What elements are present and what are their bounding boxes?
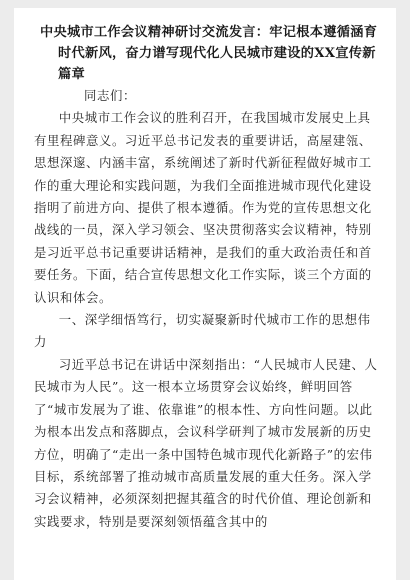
paragraph-section-1: 习近平总书记在讲话中深刻指出：“人民城市人民建、人民城市为人民”。这一根本立场贯穿会议始终，鲜明回答了“城市发展为了谁、依靠谁”的根本性、方向性问题。以此为根本出发点和落脚点，会议科学研判了城市发展新的历史方位，明确了“走出一条中国特色城市现代化新路子”的宏伟目标，系统部署了推动城市高质量发展的重大任务。深入学习会议精神，必须深刻把握其蕴含的时代价值、理论创新和实践要求，特别是要深刻领悟蕴含其中的 bbox=[34, 356, 378, 529]
paragraph-intro: 中央城市工作会议的胜利召开，在我国城市发展史上具有里程碑意义。习近平总书记发表的重要讲话，高屋建瓴、思想深邃、内涵丰富，系统阐述了新时代新征程做好城市工作的重大理论和实践问题，为我们全面推进城市现代化建设指明了前进方向、提供了根本遵循。作为党的宣传思想文化战线的一员，深入学习领会、坚决贯彻落实会议精神，特别是习近平总书记重要讲话精神，是我们的重大政治责任和首要任务。下面，结合宣传思想文化工作实际，谈三个方面的认识和体会。 bbox=[34, 110, 372, 305]
title-line-1: 中央城市工作会议精神研讨交流发言：牢记根本遵循涵育 bbox=[40, 25, 378, 40]
greeting: 同志们： bbox=[84, 88, 136, 103]
title-line-2: 时代新风，奋力谱写现代化人民城市建设的XX宣传新篇章 bbox=[58, 46, 376, 82]
section-heading-1: 一、深学细悟笃行，切实凝聚新时代城市工作的思想伟力 bbox=[34, 312, 371, 350]
document-page bbox=[14, 8, 396, 580]
document-title bbox=[40, 22, 378, 85]
